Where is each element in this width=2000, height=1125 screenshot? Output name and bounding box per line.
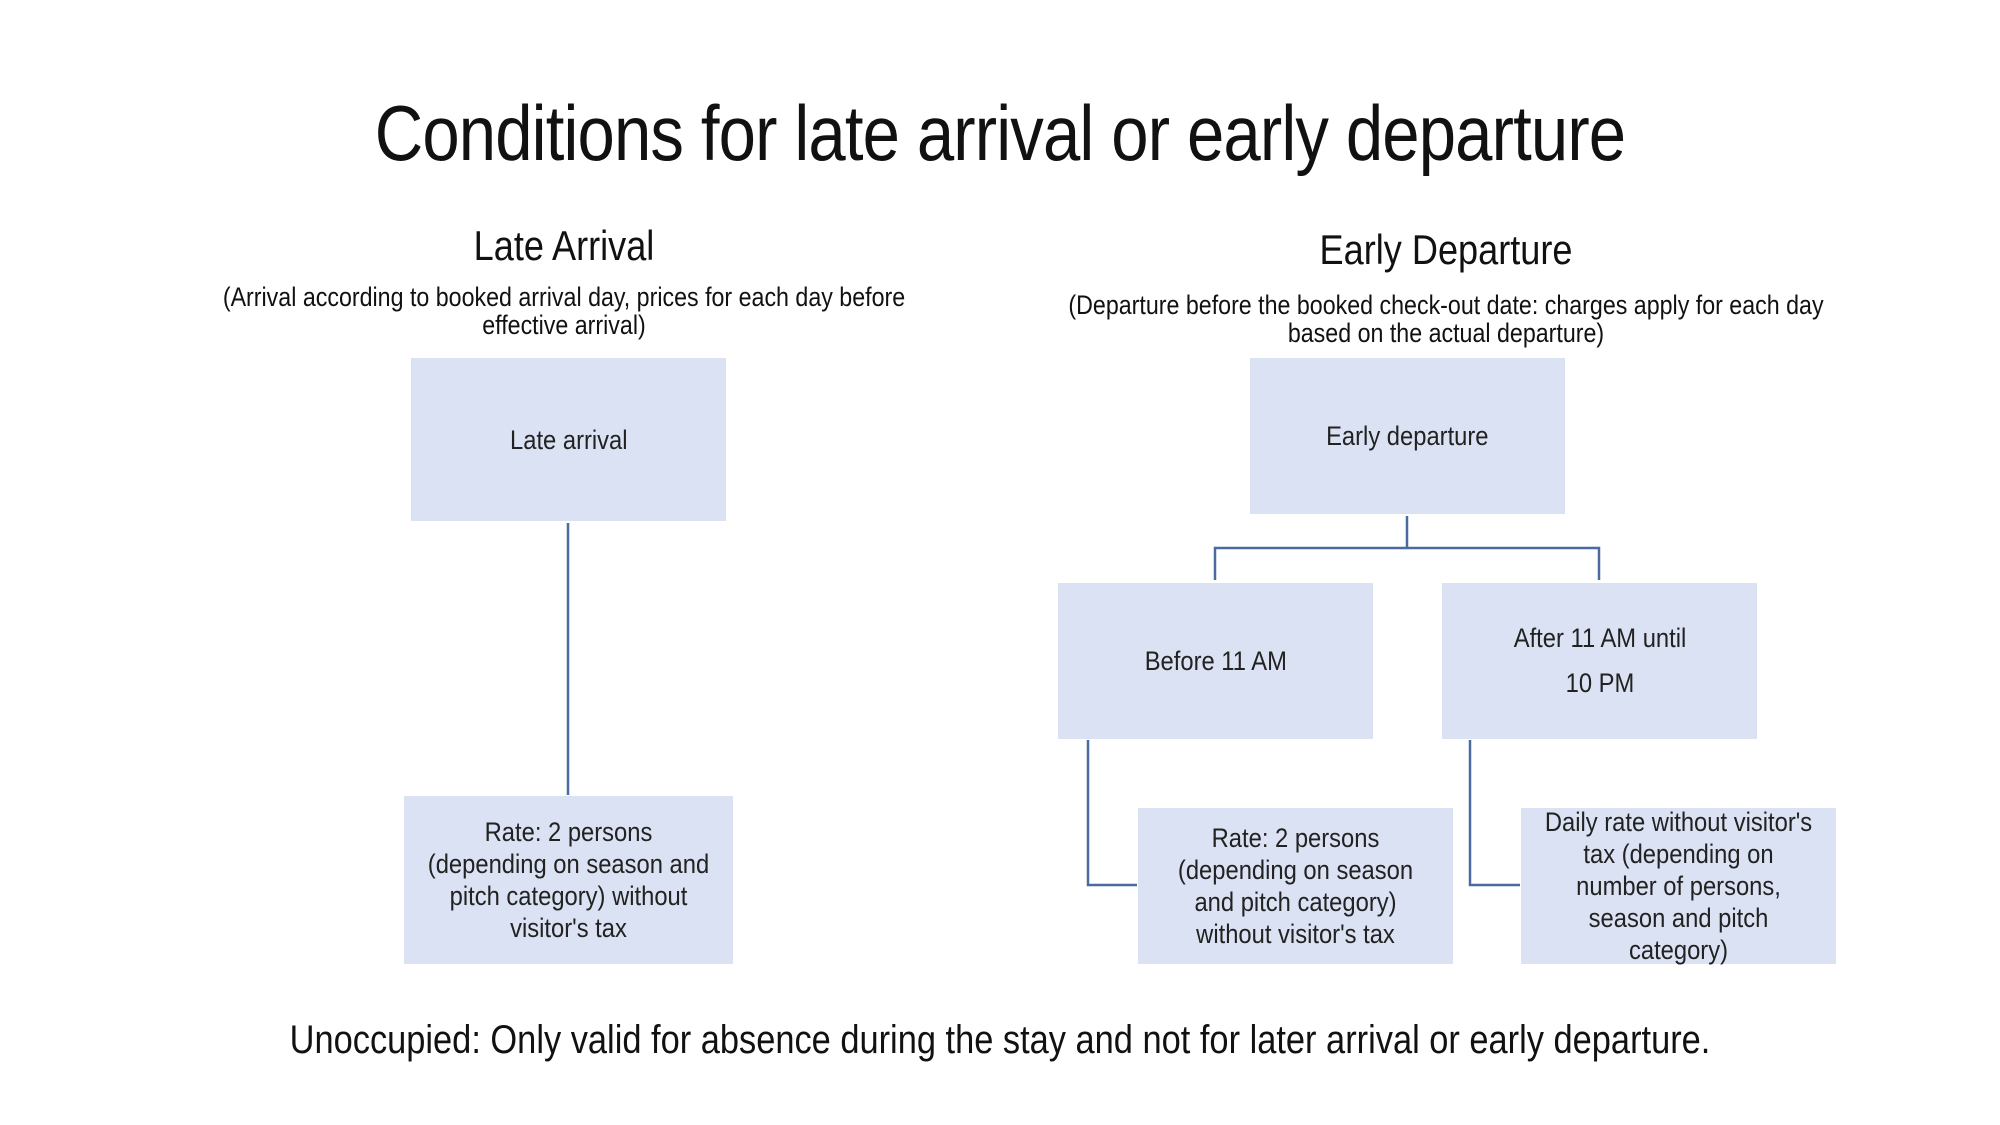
- early-departure-heading: Early Departure: [1319, 226, 1573, 273]
- before-11am-rate-box: [1138, 808, 1453, 964]
- after-11am-connector: [1470, 740, 1520, 885]
- early-departure-box: [1250, 358, 1565, 514]
- early-departure-subtitle: (Departure before the booked check-out date: charges apply for each day based on the actual departure): [1068, 290, 1824, 348]
- late-arrival-subtitle: (Arrival according to booked arrival day, prices for each day before effective arrival): [222, 282, 906, 340]
- before-11am-connector: [1088, 740, 1137, 885]
- after-11am-rate-label: Daily rate without visitor's tax (depending on number of persons, season and pitch category): [1544, 807, 1813, 965]
- late-arrival-rate-label: Rate: 2 persons (depending on season and pitch category) without visitor's tax: [427, 817, 710, 943]
- after-11am-box: [1442, 583, 1757, 739]
- late-arrival-heading: Late Arrival: [473, 222, 655, 269]
- early-departure-box-label: Early departure: [1326, 421, 1489, 451]
- before-11am-rate-label: Rate: 2 persons (depending on season and pitch category) without visitor's tax: [1177, 823, 1414, 949]
- after-11am-box-label: After 11 AM until 10 PM: [1513, 623, 1686, 698]
- page-title: Conditions for late arrival or early departure: [374, 89, 1626, 177]
- after-11am-rate-box: [1521, 808, 1836, 964]
- late-arrival-box: [411, 358, 726, 521]
- late-arrival-rate-box: [404, 796, 733, 964]
- early-departure-branch-connector: [1215, 516, 1599, 580]
- before-11am-box-label: Before 11 AM: [1144, 646, 1287, 676]
- late-arrival-box-label: Late arrival: [509, 424, 628, 455]
- before-11am-box: [1058, 583, 1373, 739]
- footer-note: Unoccupied: Only valid for absence during the stay and not for later arrival or early departure.: [289, 1018, 1711, 1062]
